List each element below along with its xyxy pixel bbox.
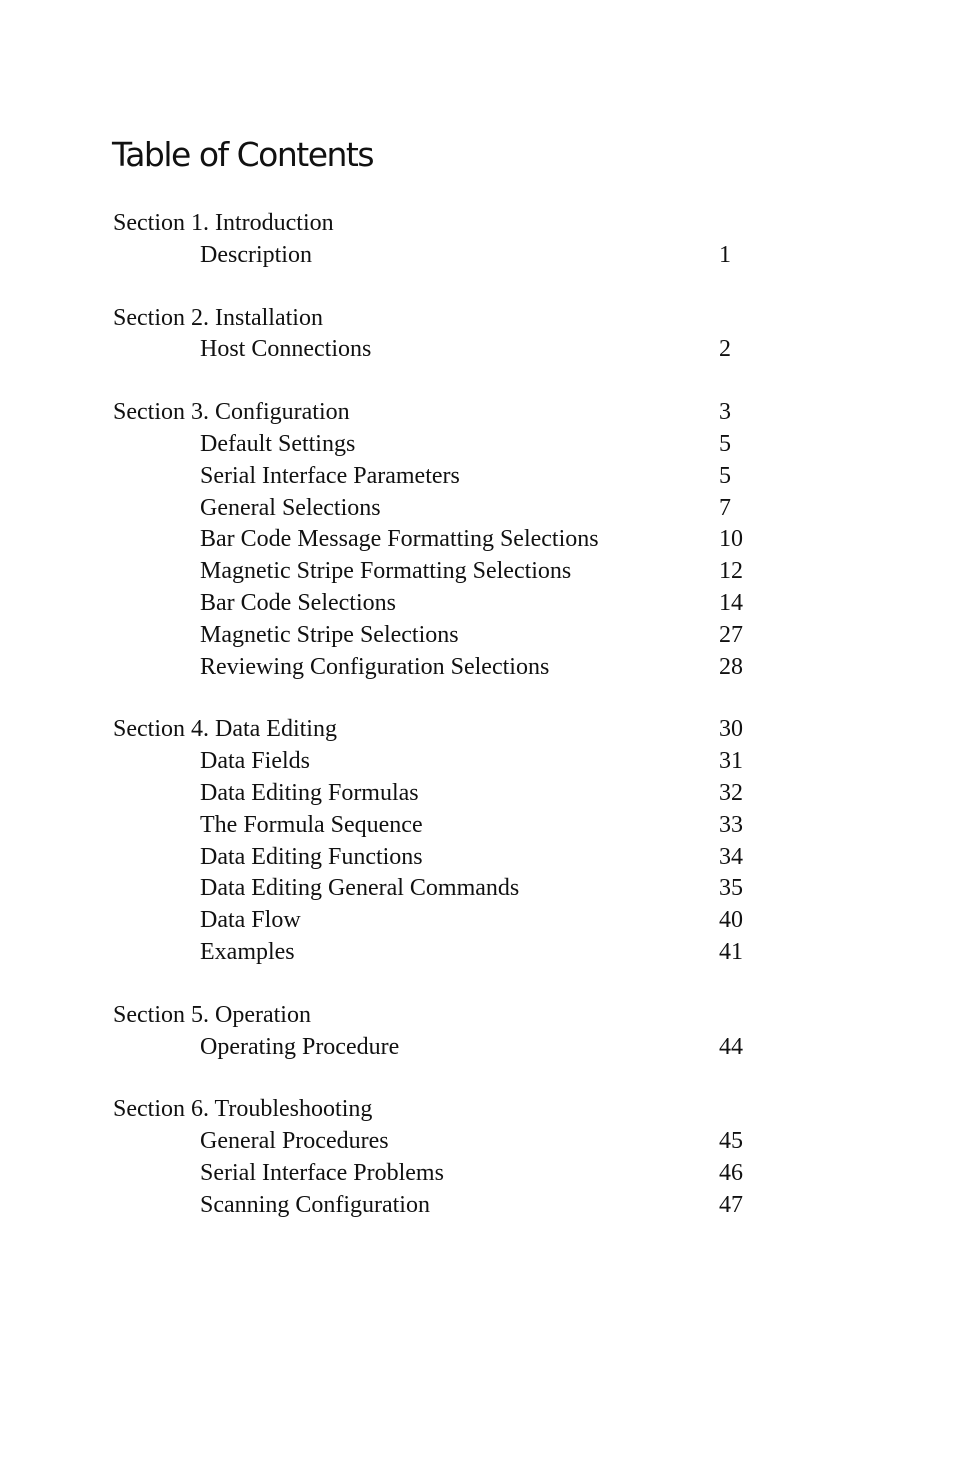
toc-entry	[113, 429, 813, 461]
entry-title: Data Fields	[200, 748, 310, 775]
toc-entry	[113, 556, 813, 588]
entry-title: Magnetic Stripe Formatting Selections	[200, 558, 572, 585]
table-of-contents	[113, 208, 813, 1253]
page-number: 46	[719, 1159, 743, 1186]
page-number: 28	[719, 653, 743, 680]
page-number: 5	[719, 462, 731, 489]
section-heading-row	[113, 1000, 813, 1032]
entry-title: Bar Code Selections	[200, 589, 396, 616]
section-heading: Section 1. Introduction	[113, 210, 334, 236]
toc-section-introduction	[113, 208, 813, 272]
page-number: 14	[719, 589, 743, 616]
toc-entry	[113, 778, 813, 810]
toc-entry	[113, 334, 813, 366]
entry-title: Examples	[200, 938, 295, 965]
page-number: 12	[719, 558, 743, 585]
page-number: 27	[719, 621, 743, 648]
section-heading-row	[113, 714, 813, 746]
toc-section-troubleshooting	[113, 1094, 813, 1221]
page-number: 1	[719, 241, 731, 268]
entry-title: Magnetic Stripe Selections	[200, 621, 459, 648]
page-number: 33	[719, 811, 743, 838]
page-number: 35	[719, 875, 743, 902]
entry-title: Reviewing Configuration Selections	[200, 653, 550, 680]
section-heading-row	[113, 1094, 813, 1126]
toc-entry	[113, 493, 813, 525]
section-heading: Section 6. Troubleshooting	[113, 1096, 373, 1123]
entry-title: General Selections	[200, 494, 381, 521]
toc-entry	[113, 240, 813, 272]
page-number: 3	[719, 399, 731, 426]
page-number: 10	[719, 526, 743, 553]
toc-entry	[113, 588, 813, 620]
page-number: 44	[719, 1033, 743, 1060]
page-number: 45	[719, 1128, 743, 1155]
toc-section-configuration	[113, 397, 813, 683]
toc-entry	[113, 810, 813, 842]
toc-entry	[113, 1126, 813, 1158]
section-heading-row	[113, 208, 813, 240]
page-number: 2	[719, 336, 731, 363]
toc-entry	[113, 524, 813, 556]
toc-section-installation	[113, 303, 813, 367]
page-number: 32	[719, 779, 743, 806]
entry-title: Data Flow	[200, 907, 301, 934]
entry-title: Host Connections	[200, 336, 372, 363]
toc-entry	[113, 652, 813, 684]
page-number: 34	[719, 843, 743, 870]
toc-entry	[113, 746, 813, 778]
toc-entry	[113, 873, 813, 905]
toc-entry	[113, 937, 813, 969]
page-number: 40	[719, 907, 743, 934]
section-heading: Section 4. Data Editing	[113, 716, 337, 743]
page-number: 31	[719, 748, 743, 775]
page-number: 5	[719, 430, 731, 457]
toc-entry	[113, 1032, 813, 1064]
entry-title: Bar Code Message Formatting Selections	[200, 526, 599, 553]
page-number: 41	[719, 938, 743, 965]
toc-entry	[113, 620, 813, 652]
entry-title: Data Editing Functions	[200, 843, 423, 870]
section-heading-row	[113, 303, 813, 335]
page-number: 47	[719, 1191, 743, 1218]
section-heading-row	[113, 397, 813, 429]
entry-title: Serial Interface Problems	[200, 1159, 444, 1186]
entry-title: Description	[200, 241, 312, 268]
entry-title: Serial Interface Parameters	[200, 462, 460, 489]
entry-title: Data Editing Formulas	[200, 779, 419, 806]
entry-title: General Procedures	[200, 1128, 389, 1155]
section-heading: Section 5. Operation	[113, 1001, 311, 1028]
entry-title: Data Editing General Commands	[200, 875, 520, 902]
toc-section-data-editing	[113, 714, 813, 968]
section-heading: Section 3. Configuration	[113, 399, 350, 426]
toc-entry	[113, 905, 813, 937]
toc-section-operation	[113, 1000, 813, 1064]
page-number: 7	[719, 494, 731, 521]
toc-entry	[113, 1158, 813, 1190]
toc-entry	[113, 1190, 813, 1222]
page-number: 30	[719, 716, 743, 743]
toc-entry	[113, 461, 813, 493]
page-title: Table of Contents	[112, 135, 374, 174]
toc-entry	[113, 842, 813, 874]
entry-title: Operating Procedure	[200, 1033, 400, 1060]
section-heading: Section 2. Installation	[113, 304, 323, 331]
entry-title: The Formula Sequence	[200, 811, 423, 838]
entry-title: Scanning Configuration	[200, 1191, 430, 1218]
entry-title: Default Settings	[200, 430, 356, 457]
